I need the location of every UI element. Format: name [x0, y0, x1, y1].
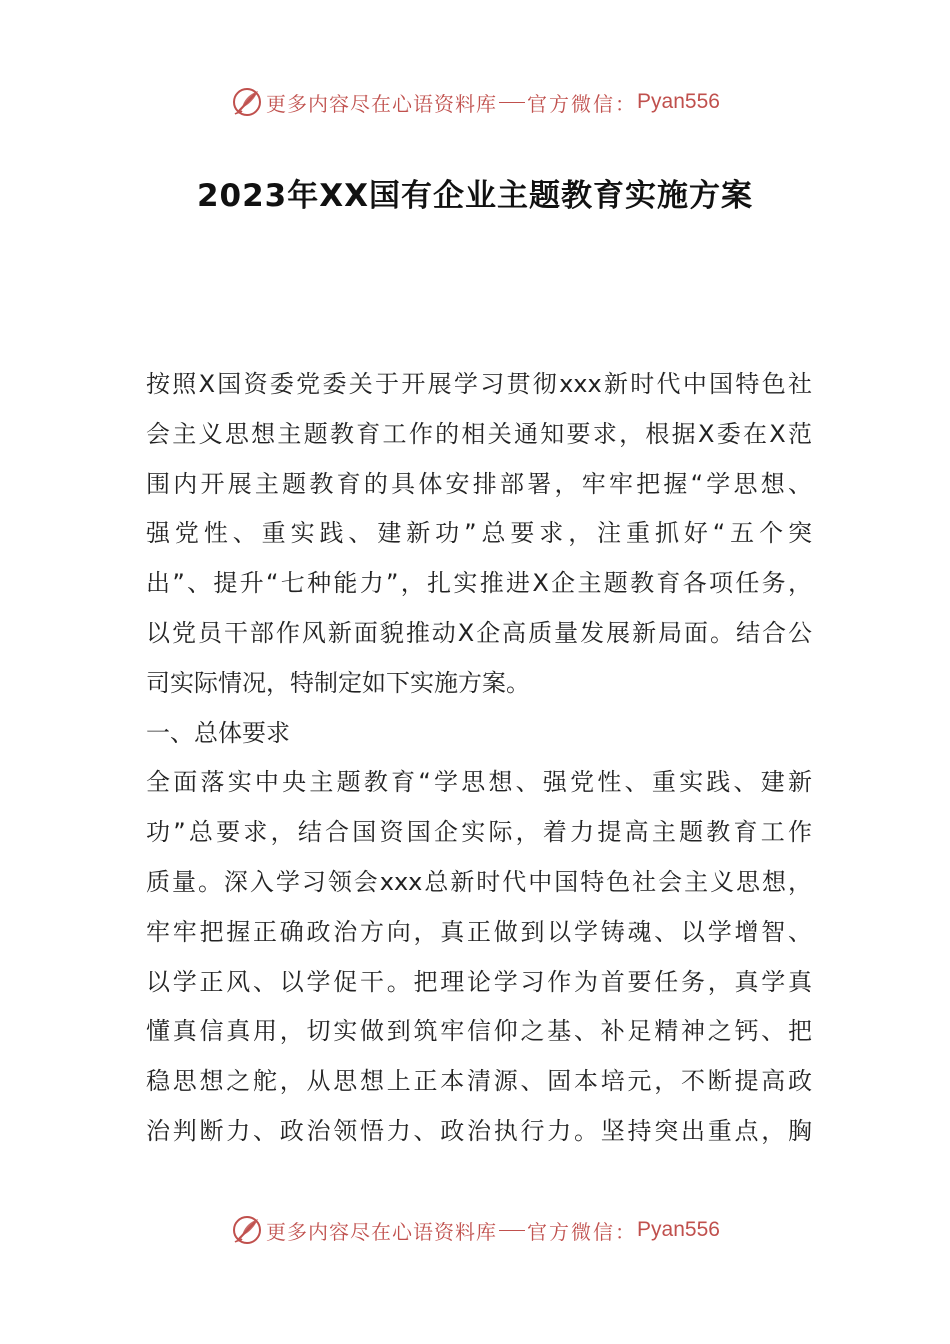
- document-title: 2023年XX国有企业主题教育实施方案: [196, 178, 754, 214]
- quill-logo-icon: [230, 85, 264, 119]
- header-watermark-banner: [0, 82, 950, 122]
- banner-slogan: 更多内容尽在心语资料库: [266, 91, 498, 116]
- body-line: 司实际情况，特制定如下实施方案。: [146, 668, 530, 697]
- body-line: 牢牢把握正确政治方向，真正做到以学铸魂、以学增智、: [146, 917, 812, 946]
- body-line: 会主义思想主题教育工作的相关通知要求，根据X委在X范: [146, 419, 812, 448]
- document-body: [146, 360, 812, 1157]
- banner-wechat-id: Pyan556: [637, 90, 720, 113]
- body-line: 按照X国资委党委关于开展学习贯彻xxx新时代中国特色社: [146, 370, 812, 398]
- body-line: 质量。深入学习领会xxx总新时代中国特色社会主义思想，: [146, 867, 812, 896]
- body-line: 以党员干部作风新面貌推动X企高质量发展新局面。结合公: [146, 618, 812, 647]
- section-heading: 一、总体要求: [146, 718, 290, 747]
- banner-wechat-id: Pyan556: [637, 1218, 720, 1241]
- body-line: 强党性、重实践、建新功”总要求，注重抓好“五个突: [146, 519, 812, 548]
- banner-wechat-label: 官方微信：: [527, 91, 638, 116]
- body-line: 围内开展主题教育的具体安排部署，牢牢把握“学思想、: [146, 469, 812, 498]
- body-line: 治判断力、政治领悟力、政治执行力。坚持突出重点，胸: [146, 1116, 812, 1145]
- body-line: 以学正风、以学促干。把理论学习作为首要任务，真学真: [146, 967, 812, 996]
- banner-dash-divider: [499, 1230, 525, 1231]
- body-line: 功”总要求，结合国资国企实际，着力提高主题教育工作: [146, 818, 812, 847]
- quill-logo-icon: [230, 1213, 264, 1247]
- banner-wechat-label: 官方微信：: [527, 1219, 638, 1244]
- body-line: 出”、提升“七种能力”，扎实推进X企主题教育各项任务，: [146, 569, 812, 598]
- body-line: 懂真信真用，切实做到筑牢信仰之基、补足精神之钙、把: [146, 1017, 812, 1046]
- banner-slogan: 更多内容尽在心语资料库: [266, 1219, 498, 1244]
- banner-dash-divider: [499, 102, 525, 103]
- footer-watermark-banner: [0, 1210, 950, 1250]
- body-line: 稳思想之舵，从思想上正本清源、固本培元，不断提高政: [146, 1067, 812, 1096]
- body-line: 全面落实中央主题教育“学思想、强党性、重实践、建新: [146, 768, 812, 797]
